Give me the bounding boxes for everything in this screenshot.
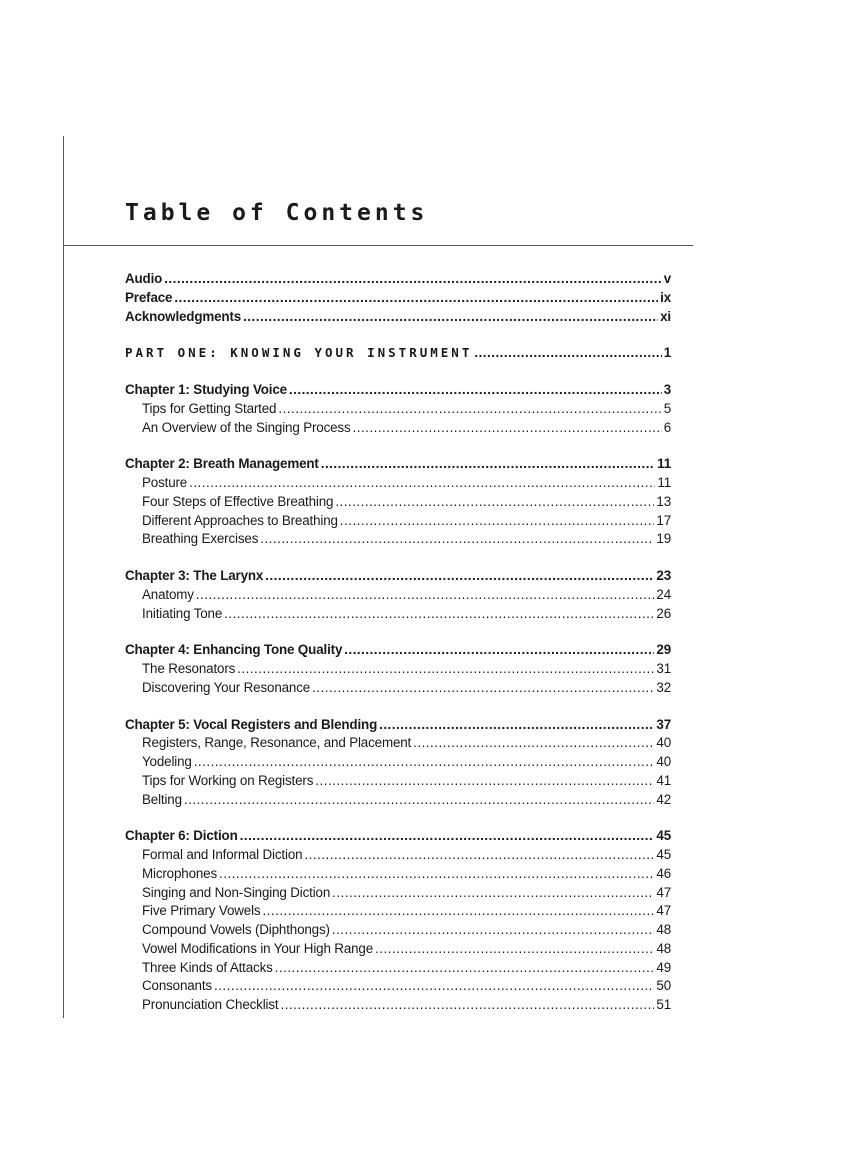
section-entry-label: Tips for Getting Started [142,400,277,416]
front-matter-entry-label: Acknowledgments [125,308,242,324]
dot-leader [353,419,662,438]
page-title: Table of Contents [125,200,429,226]
section-entry-page-number: 40 [656,754,671,769]
chapter-entry-page-number: 45 [656,828,671,844]
section-entry-page-number: 11 [657,475,671,490]
front-matter-entry-label: Preface [125,289,173,305]
section-entry-page-number: 19 [656,531,671,547]
chapter-entry[interactable] [125,567,671,586]
table-of-contents [125,270,671,1015]
section-entry[interactable] [125,884,671,903]
chapter-entry-label: Chapter 5: Vocal Registers and Blending [125,716,378,732]
dot-leader [315,772,654,791]
dot-leader [312,679,654,698]
dot-leader [332,884,654,903]
section-entry-page-number: 31 [656,661,671,676]
dot-leader [332,921,655,940]
section-entry[interactable] [125,605,671,624]
dot-leader [413,734,654,753]
spacer [125,549,671,567]
spacer [125,809,671,827]
chapter-entry-label: Chapter 6: Diction [125,828,238,844]
section-entry-label: Initiating Tone [142,605,223,621]
section-entry-page-number: 46 [656,865,671,881]
dot-leader [265,567,654,586]
chapter-entry-page-number: 11 [657,456,671,472]
front-matter-entry-page-number: xi [660,308,671,324]
dot-leader [474,344,661,363]
front-matter-entry[interactable] [125,289,671,308]
section-entry[interactable] [125,512,671,531]
dot-leader [275,959,655,978]
chapter-entry-page-number: 29 [656,642,671,658]
section-entry-page-number: 49 [656,959,671,975]
section-entry-page-number: 47 [656,903,671,919]
section-entry[interactable] [125,959,671,978]
section-entry-page-number: 40 [656,735,671,751]
front-matter-entry-label: Audio [125,271,163,286]
section-entry[interactable] [125,400,671,419]
section-entry-label: Consonants [142,978,212,994]
dot-leader [243,308,658,327]
dot-leader [375,940,654,959]
section-entry-page-number: 26 [656,605,671,621]
chapter-entry-label: Chapter 2: Breath Management [125,456,319,472]
dot-leader [196,586,655,605]
chapter-entry-page-number: 3 [663,382,671,397]
section-entry[interactable] [125,902,671,921]
section-entry-label: Compound Vowels (Diphthongs) [142,922,330,937]
dot-leader [280,996,654,1015]
section-entry[interactable] [125,996,671,1015]
dot-leader [174,289,658,308]
section-entry-label: Breathing Exercises [142,531,259,547]
section-entry-page-number: 48 [656,922,671,937]
dot-leader [335,493,654,512]
part-entry[interactable] [125,344,671,363]
vertical-rule [63,136,64,1018]
dot-leader [237,660,654,679]
section-entry-page-number: 50 [656,978,671,994]
spacer [125,363,671,381]
section-entry-page-number: 45 [656,847,671,862]
section-entry-label: Tips for Working on Registers [142,772,314,788]
front-matter-entry-page-number: ix [660,289,671,305]
section-entry[interactable] [125,660,671,679]
section-entry[interactable] [125,679,671,698]
section-entry-label: Vowel Modifications in Your High Range [142,940,374,956]
section-entry-label: Registers, Range, Resonance, and Placement [142,735,412,751]
chapter-entry-label: Chapter 1: Studying Voice [125,382,287,397]
dot-leader [289,381,662,400]
section-entry-page-number: 51 [656,997,671,1012]
section-entry[interactable] [125,921,671,940]
section-entry[interactable] [125,865,671,884]
dot-leader [189,474,655,493]
chapter-entry-page-number: 37 [656,716,671,732]
section-entry-label: Belting [142,791,182,807]
section-entry-page-number: 6 [663,419,671,435]
section-entry[interactable] [125,977,671,996]
dot-leader [321,455,655,474]
dot-leader [219,865,654,884]
section-entry-page-number: 41 [656,772,671,788]
dot-leader [184,791,654,810]
section-entry[interactable] [125,846,671,865]
front-matter-entry-page-number: v [663,271,671,286]
chapter-entry-page-number: 23 [656,568,671,583]
horizontal-rule [63,245,693,246]
front-matter-entry[interactable] [125,308,671,327]
section-entry-label: Yodeling [142,754,192,769]
chapter-entry[interactable] [125,716,671,735]
chapter-entry[interactable] [125,827,671,846]
section-entry[interactable] [125,940,671,959]
chapter-entry-label: Chapter 3: The Larynx [125,568,264,583]
part-entry-page-number: 1 [663,345,671,361]
section-entry-label: Anatomy [142,586,194,602]
dot-leader [340,512,655,531]
dot-leader [262,902,654,921]
section-entry-label: Microphones [142,865,218,881]
chapter-entry-label: Chapter 4: Enhancing Tone Quality [125,642,343,658]
section-entry-label: Three Kinds of Attacks [142,959,273,975]
section-entry-label: Four Steps of Effective Breathing [142,493,334,509]
section-entry-page-number: 32 [656,679,671,695]
section-entry-label: The Resonators [142,661,236,676]
section-entry[interactable] [125,419,671,438]
spacer [125,698,671,716]
section-entry[interactable] [125,791,671,810]
section-entry-label: Different Approaches to Breathing [142,512,338,528]
section-entry-page-number: 17 [656,512,671,528]
section-entry-label: Singing and Non-Singing Diction [142,884,331,900]
section-entry[interactable] [125,586,671,605]
dot-leader [344,641,654,660]
section-entry[interactable] [125,474,671,493]
front-matter-entry[interactable] [125,270,671,289]
section-entry-page-number: 24 [656,586,671,602]
part-entry-label: PART ONE: KNOWING YOUR INSTRUMENT [125,345,473,361]
section-entry[interactable] [125,772,671,791]
dot-leader [164,270,662,289]
dot-leader [224,605,654,624]
section-entry[interactable] [125,530,671,549]
section-entry-label: Formal and Informal Diction [142,847,303,862]
section-entry-page-number: 47 [656,884,671,900]
section-entry-page-number: 48 [656,940,671,956]
dot-leader [194,753,655,772]
dot-leader [214,977,654,996]
chapter-entry[interactable] [125,641,671,660]
chapter-entry[interactable] [125,381,671,400]
section-entry[interactable] [125,493,671,512]
section-entry[interactable] [125,753,671,772]
section-entry-label: Discovering Your Resonance [142,679,311,695]
dot-leader [304,846,654,865]
dot-leader [379,716,654,735]
section-entry-label: Five Primary Vowels [142,903,261,919]
spacer [125,623,671,641]
section-entry-page-number: 42 [656,791,671,807]
dot-leader [278,400,661,419]
chapter-entry[interactable] [125,455,671,474]
section-entry-label: Pronunciation Checklist [142,997,279,1012]
section-entry-label: Posture [142,475,188,490]
section-entry-page-number: 5 [663,400,671,416]
dot-leader [260,530,654,549]
section-entry[interactable] [125,734,671,753]
dot-leader [240,827,655,846]
section-entry-label: An Overview of the Singing Process [142,419,351,435]
spacer [125,326,671,344]
spacer [125,437,671,455]
section-entry-page-number: 13 [656,493,671,509]
